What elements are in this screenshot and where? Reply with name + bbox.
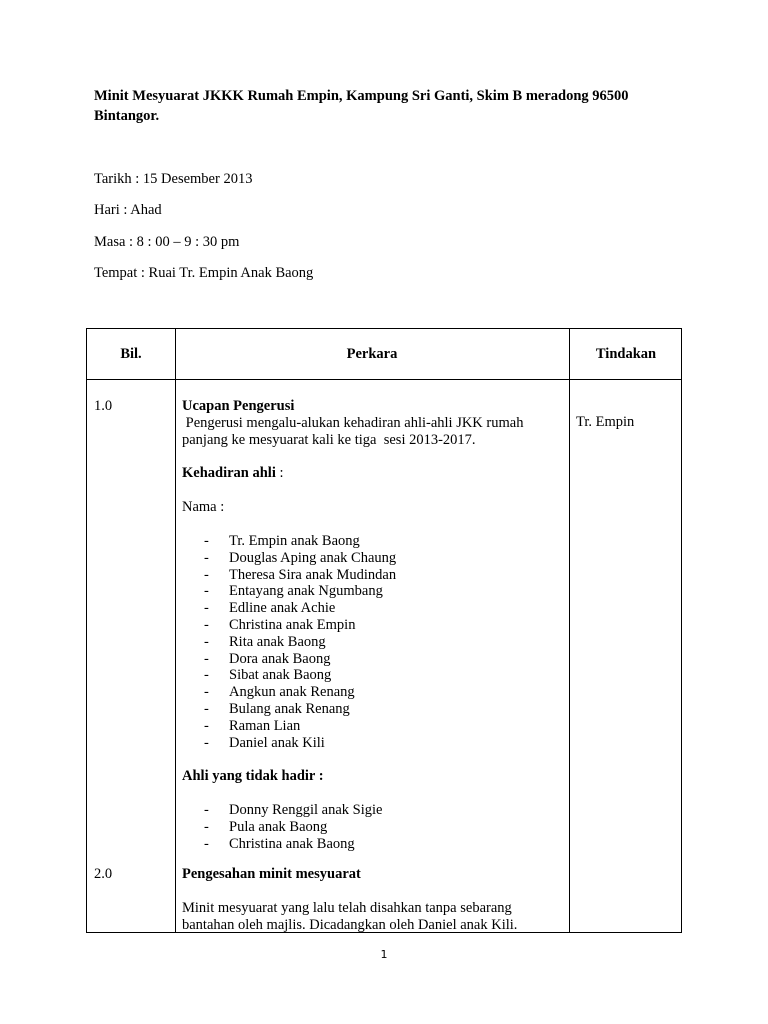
member-list-item <box>182 718 562 735</box>
member-list-item <box>182 533 562 550</box>
bullet-dash: - <box>204 717 209 734</box>
member-name: Christina anak Empin <box>229 616 356 633</box>
attendance-heading <box>182 465 562 482</box>
member-list-item <box>182 651 562 668</box>
member-list-item <box>182 550 562 567</box>
bullet-dash: - <box>204 566 209 583</box>
member-name: Daniel anak Kili <box>229 734 325 751</box>
section-title: Ucapan Pengerusi <box>182 398 295 414</box>
member-name: Sibat anak Baong <box>229 667 332 684</box>
bullet-dash: - <box>204 650 209 667</box>
member-list-item <box>182 567 562 584</box>
page-number: 1 <box>380 948 388 961</box>
member-name: Angkun anak Renang <box>229 684 355 701</box>
column-divider <box>175 329 176 932</box>
member-list-item <box>182 802 562 819</box>
row-number: 2.0 <box>94 866 113 882</box>
member-list-item <box>182 735 562 752</box>
meeting-day: Hari : Ahad <box>94 202 162 218</box>
nama-label: Nama : <box>182 499 225 516</box>
member-name: Douglas Aping anak Chaung <box>229 549 397 566</box>
bullet-dash: - <box>204 818 209 835</box>
bullet-dash: - <box>204 700 209 717</box>
bullet-dash: - <box>204 734 209 751</box>
bullet-dash: - <box>204 835 209 852</box>
meeting-venue: Tempat : Ruai Tr. Empin Anak Baong <box>94 265 314 281</box>
action-owner: Tr. Empin <box>576 414 635 430</box>
meeting-date: Tarikh : 15 Desember 2013 <box>94 171 253 187</box>
member-list-item <box>182 819 562 836</box>
member-list-item <box>182 617 562 634</box>
section-body: Minit mesyuarat yang lalu telah disahkan tanpa sebarang bantahan oleh majlis. Dicadangkan oleh Daniel anak Kili. <box>182 899 518 933</box>
member-name: Pula anak Baong <box>229 818 328 835</box>
present-members-list <box>182 533 562 751</box>
member-list-item <box>182 684 562 701</box>
member-name: Raman Lian <box>229 717 301 734</box>
member-list-item <box>182 600 562 617</box>
section-title: Pengesahan minit mesyuarat <box>182 866 361 882</box>
member-name: Tr. Empin anak Baong <box>229 532 360 549</box>
minutes-table <box>86 328 682 933</box>
bullet-dash: - <box>204 684 209 701</box>
attendance-suffix: : <box>275 465 284 482</box>
document-title: Minit Mesyuarat JKKK Rumah Empin, Kampung Sri Ganti, Skim B meradong 96500 Bintangor. <box>94 88 629 124</box>
meeting-time: Masa : 8 : 00 – 9 : 30 pm <box>94 234 240 250</box>
header-tindakan: Tindakan <box>595 346 657 362</box>
member-list-item <box>182 701 562 718</box>
member-name: Rita anak Baong <box>229 633 326 650</box>
member-list-item <box>182 583 562 600</box>
member-list-item <box>182 667 562 684</box>
absent-members-list <box>182 802 562 852</box>
absent-heading: Ahli yang tidak hadir : <box>182 768 324 785</box>
member-name: Dora anak Baong <box>229 650 331 667</box>
bullet-dash: - <box>204 583 209 600</box>
member-name: Bulang anak Renang <box>229 700 350 717</box>
member-name: Edline anak Achie <box>229 600 336 617</box>
header-perkara: Perkara <box>346 346 398 362</box>
bullet-dash: - <box>204 633 209 650</box>
bullet-dash: - <box>204 600 209 617</box>
bullet-dash: - <box>204 549 209 566</box>
bullet-dash: - <box>204 532 209 549</box>
column-divider <box>569 329 570 932</box>
section-2 <box>182 866 562 933</box>
attendance-label: Kehadiran ahli <box>182 465 276 482</box>
perkara-cell <box>182 398 562 933</box>
member-name: Christina anak Baong <box>229 835 355 852</box>
header-divider <box>87 379 681 380</box>
section-intro: Pengerusi mengalu-alukan kehadiran ahli-ahli JKK rumah panjang ke mesyuarat kali ke tiga sesi 2013-2017. <box>182 414 528 448</box>
header-bil: Bil. <box>120 346 142 362</box>
bullet-dash: - <box>204 667 209 684</box>
member-name: Entayang anak Ngumbang <box>229 583 383 600</box>
bullet-dash: - <box>204 616 209 633</box>
member-list-item <box>182 634 562 651</box>
member-name: Theresa Sira anak Mudindan <box>229 566 397 583</box>
row-number: 1.0 <box>94 398 113 414</box>
bullet-dash: - <box>204 802 209 819</box>
member-name: Donny Renggil anak Sigie <box>229 802 383 819</box>
member-list-item <box>182 836 562 853</box>
